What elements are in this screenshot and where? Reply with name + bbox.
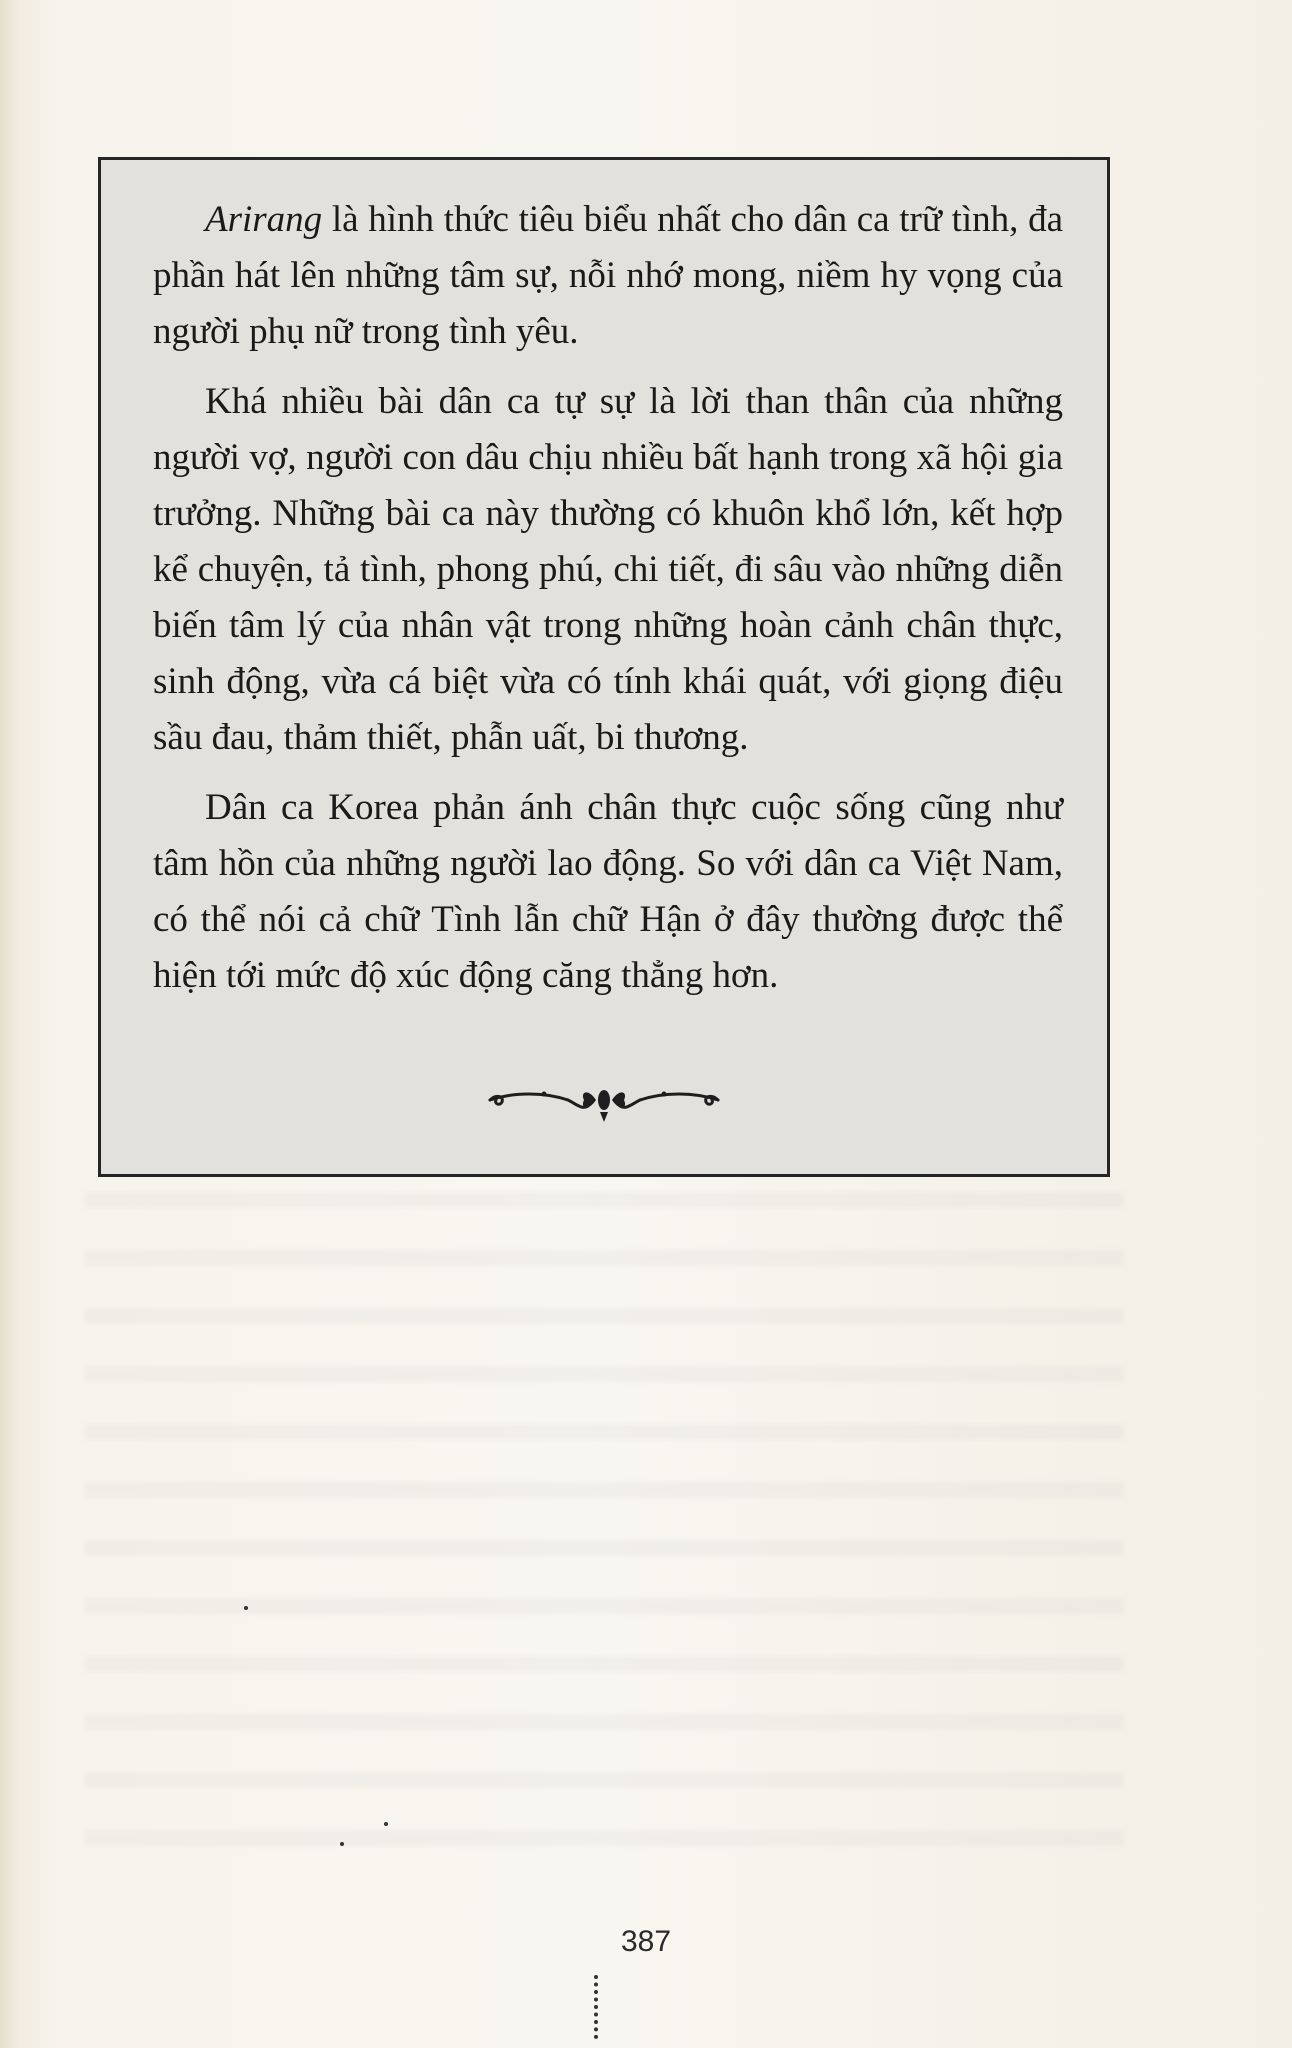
print-speck: [244, 1606, 248, 1610]
bordered-text-box: [98, 157, 1110, 1177]
paragraph-narrative-songs: Khá nhiều bài dân ca tự sự là lời than thân của những người vợ, người con dâu chịu nhiều bất hạnh trong xã hội gia trưởng. Những bài ca này thường có khuôn khổ lớn, kết hợp kể chuyện, tả tình, phong phú, chi tiết, đi sâu vào những diễn biến tâm lý của nhân vật trong những hoàn cảnh chân thực, sinh động, vừa cá biệt vừa có tính khái quát, với giọng điệu sầu đau, thảm thiết, phẫn uất, bi thương.: [153, 381, 1063, 758]
dotted-rule: [594, 1975, 602, 2039]
print-speck: [384, 1822, 388, 1826]
paragraph-arirang: [153, 192, 1063, 360]
page-number: 387: [620, 1925, 672, 1958]
scroll-flourish-icon: [484, 1070, 724, 1130]
page-gutter-shadow: [0, 0, 18, 2048]
paragraph-arirang-text: là hình thức tiêu biểu nhất cho dân ca trữ tình, đa phần hát lên những tâm sự, nỗi nhớ mong, niềm hy vọng của người phụ nữ trong tình yêu.: [153, 199, 1063, 352]
paragraph-korea-folk-songs: Dân ca Korea phản ánh chân thực cuộc sống cũng như tâm hồn của những người lao động. So với dân ca Việt Nam, có thể nói cả chữ Tình lẫn chữ Hận ở đây thường được thể hiện tới mức độ xúc động căng thẳng hơn.: [153, 787, 1063, 996]
show-through-text: [84, 1150, 1124, 1850]
print-speck: [340, 1842, 344, 1846]
arirang-term: Arirang: [205, 199, 323, 240]
